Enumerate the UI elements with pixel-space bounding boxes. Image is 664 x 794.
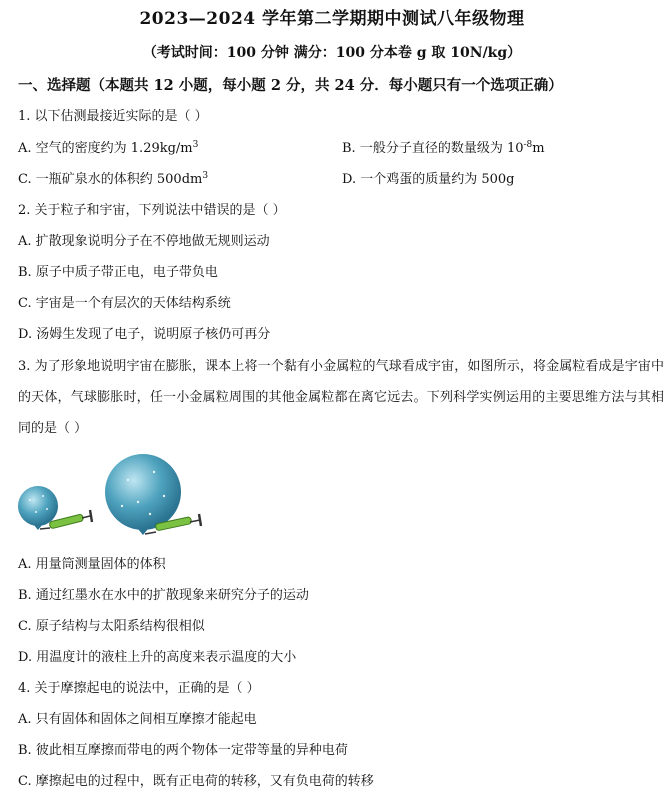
superscript: -8 — [523, 140, 533, 150]
section-heading: 一、选择题（本题共 12 小题，每小题 2 分，共 24 分．每小题只有一个选项正确） — [18, 77, 563, 94]
question-4-option-b: B. 彼此相互摩擦而带电的两个物体一定带等量的异种电荷 — [18, 743, 348, 758]
question-3-option-d: D. 用温度计的液柱上升的高度来表示温度的大小 — [18, 650, 297, 665]
question-1-option-a — [18, 140, 198, 158]
question-4-option-c: C. 摩擦起电的过程中，既有正电荷的转移，又有负电荷的转移 — [18, 774, 374, 789]
question-4-stem: 4. 关于摩擦起电的说法中，正确的是（ ） — [18, 681, 260, 696]
superscript: 3 — [192, 140, 199, 150]
question-3-option-c: C. 原子结构与太阳系结构很相似 — [18, 619, 205, 634]
question-2-option-c: C. 宇宙是一个有层次的天体结构系统 — [18, 296, 231, 311]
question-1-option-c — [18, 171, 208, 189]
question-2-stem: 2. 关于粒子和宇宙，下列说法中错误的是（ ） — [18, 203, 286, 218]
option-b-unit: m — [532, 141, 545, 156]
option-b-text: B. 一般分子直径的数量级为 10 — [342, 141, 524, 156]
exam-info: （考试时间：100 分钟 满分：100 分本卷 g 取 10N/kg） — [142, 45, 522, 61]
question-2-option-a: A. 扩散现象说明分子在不停地做无规则运动 — [18, 234, 270, 249]
question-4-option-a: A. 只有固体和固体之间相互摩擦才能起电 — [18, 712, 257, 727]
question-1-option-b — [342, 140, 545, 158]
question-3-option-b: B. 通过红墨水在水中的扩散现象来研究分子的运动 — [18, 588, 309, 603]
question-3-stem: 3. 为了形象地说明宇宙在膨胀，课本上将一个黏有小金属粒的气球看成宇宙，如图所示，将金属粒看成是宇宙中的天体，气球膨胀时，任一小金属粒周围的其他金属粒都在离它远去。下列科学实例运用的主要思维方法与其相同的是（ ） — [18, 359, 664, 436]
question-1-stem: 1. 以下估测最接近实际的是（ ） — [18, 109, 208, 124]
option-a-text: A. 空气的密度约为 1.29kg/m — [18, 141, 193, 156]
option-c-text: C. 一瓶矿泉水的体积约 500dm — [18, 172, 203, 187]
question-3-option-a: A. 用量筒测量固体的体积 — [18, 557, 166, 572]
question-2-option-b: B. 原子中质子带正电，电子带负电 — [18, 265, 218, 280]
question-1-option-d: D. 一个鸡蛋的质量约为 500g — [342, 172, 515, 187]
question-2-option-d: D. 汤姆生发现了电子，说明原子核仍可再分 — [18, 327, 271, 342]
balloon-figure — [14, 446, 214, 548]
page-title: 2023—2024 学年第二学期期中测试八年级物理 — [139, 9, 525, 29]
superscript: 3 — [202, 171, 209, 181]
